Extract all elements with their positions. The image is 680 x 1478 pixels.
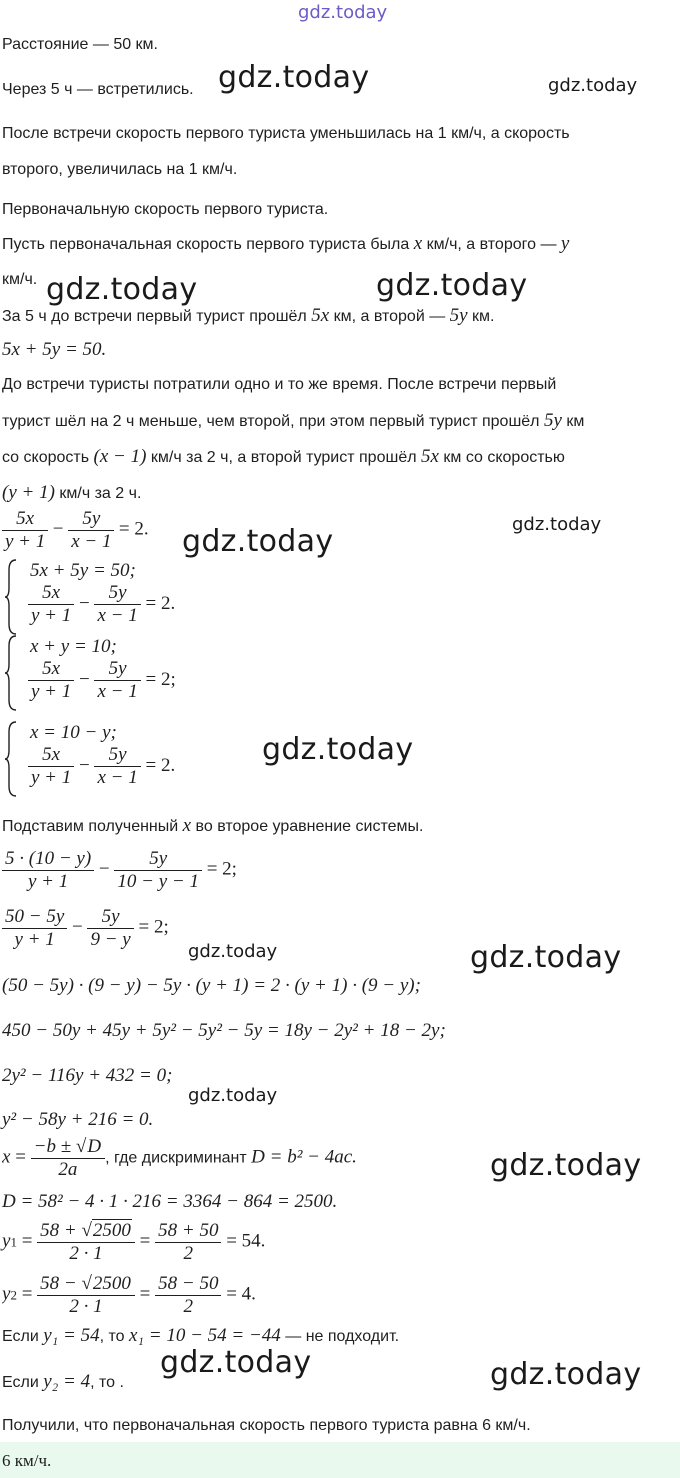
watermark: gdz.today	[512, 514, 602, 535]
answer-box	[0, 1442, 680, 1478]
equation-expanded-1: (50 − 5y) · (9 − y) − 5y · (y + 1) = 2 · (y + 1) · (9 − y);	[2, 975, 421, 996]
distance-before-meeting: За 5 ч до встречи первый турист прошёл 5x км, а второй — 5y км.	[2, 305, 495, 326]
root-formula: x = $\frac{-b \pm √D}{2a}$ , где дискриминант D = b² − 4ac.	[2, 1136, 357, 1178]
watermark: gdz.today	[548, 75, 638, 96]
watermark: gdz.today	[182, 524, 334, 559]
answer: 6 км/ч.	[2, 1451, 52, 1470]
watermark: gdz.today	[160, 1345, 312, 1380]
watermark: gdz.today	[262, 732, 414, 767]
equation-substituted-1: $\frac{5 \cdot (10 - y)}{y + 1}$ − $\frac{5y}{10 - y - 1}$ = 2;	[2, 848, 237, 893]
given-speed-change: После встречи скорость первого туриста уменьшилась на 1 км/ч, а скорость	[2, 125, 570, 142]
watermark: gdz.today	[188, 1085, 278, 1106]
time-explanation: До встречи туристы потратили одно и то же время. После встречи первый	[2, 376, 557, 393]
watermark: gdz.today	[470, 940, 622, 975]
substitute-text: Подставим полученный x во второе уравнение системы.	[2, 815, 424, 836]
time-explanation-3: со скорость (x − 1) км/ч за 2 ч, а второй турист прошёл 5x км со скоростью	[2, 446, 565, 467]
given-speed-change-2: второго, увеличилась на 1 км/ч.	[2, 161, 238, 178]
let-statement: Пусть первоначальная скорость первого туриста была x км/ч, а второго — y	[2, 233, 570, 254]
watermark: gdz.today	[376, 268, 528, 303]
given-distance: Расстояние — 50 км.	[2, 36, 158, 53]
given-meeting: Через 5 ч — встретились.	[2, 81, 194, 98]
time-explanation-2: турист шёл на 2 ч меньше, чем второй, при этом первый турист прошёл 5y км	[2, 410, 585, 431]
system-1: 5x + 5y = 50; $\frac{5x}{y + 1}$ − $\frac{5y}{x - 1}$ = 2.	[4, 558, 264, 636]
watermark: gdz.today	[218, 60, 370, 95]
watermark: gdz.today	[188, 941, 278, 962]
equation-substituted-2: $\frac{50 - 5y}{y + 1}$ − $\frac{5y}{9 - y}$ = 2;	[2, 906, 169, 951]
watermark: gdz.today	[46, 272, 198, 307]
check-y2: Если y₂ = 4, то .	[2, 1371, 124, 1392]
system-2: x + y = 10; $\frac{5x}{y + 1}$ − $\frac{5y}{x - 1}$ = 2;	[4, 634, 264, 712]
equation-sum: 5x + 5y = 50.	[2, 339, 107, 360]
question: Первоначальную скорость первого туриста.	[2, 201, 329, 218]
watermark: gdz.today	[490, 1357, 642, 1392]
watermark-top: gdz.today	[298, 2, 388, 23]
discriminant-calc: D = 58² − 4 · 1 · 216 = 3364 − 864 = 2500.	[2, 1191, 338, 1212]
result-text: Получили, что первоначальная скорость первого туриста равна 6 км/ч.	[2, 1417, 531, 1434]
system-3: x = 10 − y; $\frac{5x}{y + 1}$ − $\frac{5y}{x - 1}$ = 2.	[4, 720, 264, 798]
equation-time-difference: $\frac{5x}{y + 1}$ − $\frac{5y}{x - 1}$ = 2.	[2, 508, 149, 553]
equation-quadratic-1: 2y² − 116y + 432 = 0;	[2, 1065, 173, 1086]
equation-quadratic-2: y² − 58y + 216 = 0.	[2, 1109, 154, 1130]
equation-expanded-2: 450 − 50y + 45y + 5y² − 5y² − 5y = 18y − 2y² + 18 − 2y;	[2, 1020, 446, 1041]
root-y2: y2 = $\frac{58 - √2500}{2 \cdot 1}$ = $\frac{58 - 50}{2}$ = 4.	[2, 1273, 256, 1315]
let-statement-2: км/ч.	[2, 271, 38, 288]
root-y1: y1 = $\frac{58 + √2500}{2 \cdot 1}$ = $\frac{58 + 50}{2}$ = 54.	[2, 1220, 266, 1264]
time-explanation-4: (y + 1) км/ч за 2 ч.	[2, 482, 142, 503]
watermark: gdz.today	[490, 1148, 642, 1183]
check-y1: Если y₁ = 54, то x₁ = 10 − 54 = −44 — не подходит.	[2, 1325, 400, 1346]
